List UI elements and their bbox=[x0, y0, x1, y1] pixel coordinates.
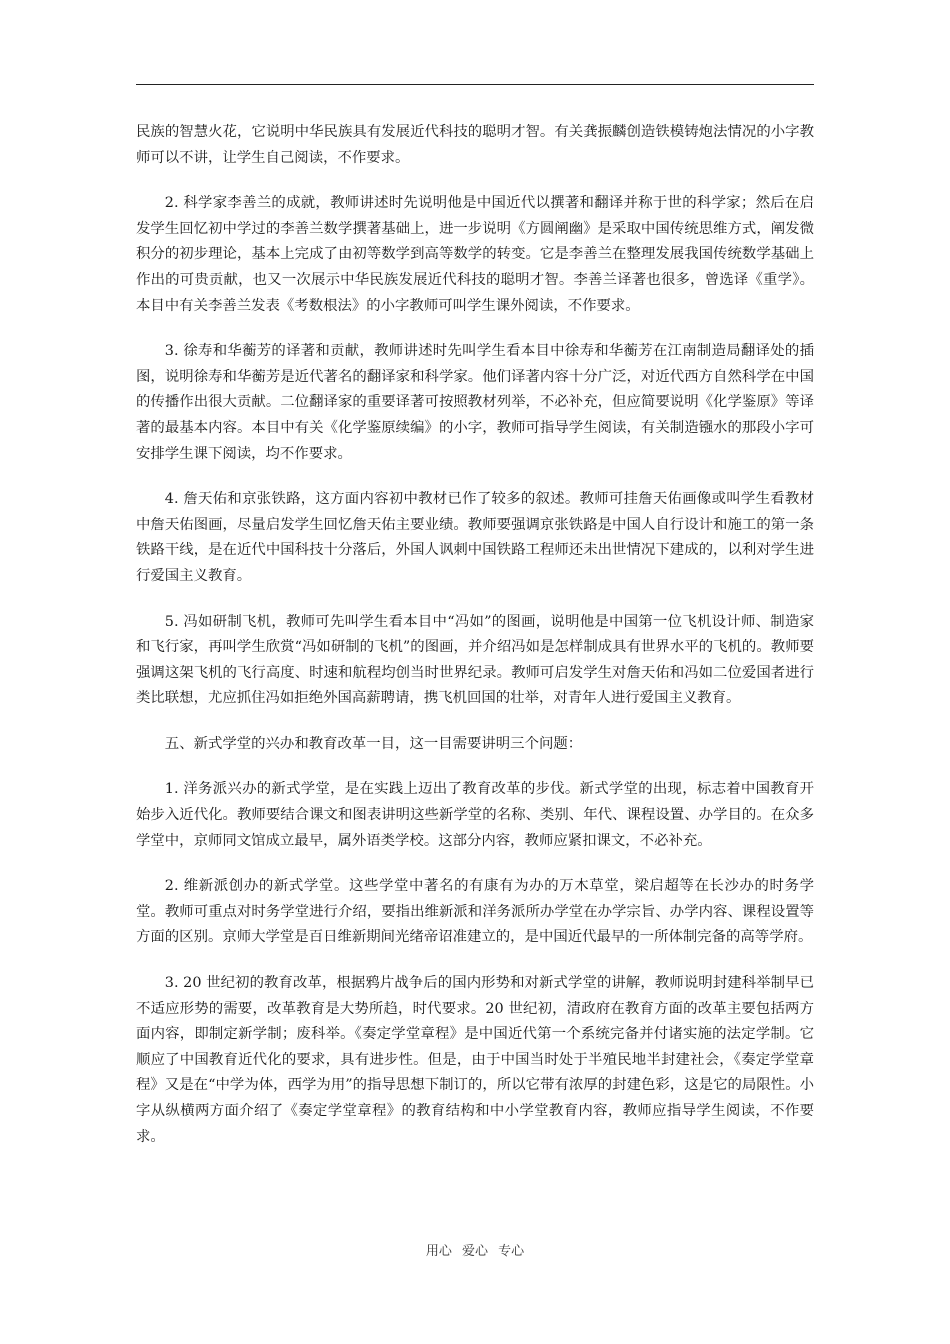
paragraph-westernization-schools: 1. 洋务派兴办的新式学堂，是在实践上迈出了教育改革的步伐。新式学堂的出现，标志着中国教育开始步入近代化。教师要结合课文和图表讲明这些新学堂的名称、类别、年代、课程设置、办学目的。在众多学堂中，京师同文馆成立最早，属外语类学校。这部分内容，教师应紧扣课文，不必补充。 bbox=[136, 781, 814, 849]
paragraph-education-reform: 3. 20 世纪初的教育改革，根据鸦片战争后的国内形势和对新式学堂的讲解，教师说明封建科举制早已不适应形势的需要，改革教育是大势所趋，时代要求。20 世纪初，清政府在教育方面的改革主要包括两方面内容，即制定新学制；废科举。《奏定学堂章程》是中国近代第一个系统完备并付诸实施的法定学制。它顺应了中国教育近代化的要求，具有进步性。但是，由于中国当时处于半殖民地半封建社会，《奏定学堂章程》又是在“中学为体，西学为用”的指导思想下制订的，所以它带有浓厚的封建色彩，这是它的局限性。小字从纵横两方面介绍了《奏定学堂章程》的教育结构和中小学堂教育内容，教师应指导学生阅读，不作要求。 bbox=[136, 975, 814, 1145]
paragraph-xu-shou-hua-hengfang: 3. 徐寿和华蘅芳的译著和贡献，教师讲述时先叫学生看本目中徐寿和华蘅芳在江南制造局翻译处的插图，说明徐寿和华蘅芳是近代著名的翻译家和科学家。他们译著内容十分广泛，对近代西方自然科学在中国的传播作出很大贡献。二位翻译家的重要译著可按照教材列举，不必补充，但应简要说明《化学鉴原》等译著的最基本内容。本目中有关《化学鉴原续编》的小字，教师可指导学生阅读，有关制造镪水的那段小字可安排学生课下阅读，均不作要求。 bbox=[136, 343, 814, 462]
document-body bbox=[136, 120, 814, 1170]
section-heading-new-schools: 五、新式学堂的兴办和教育改革一目，这一目需要讲明三个问题： bbox=[164, 735, 583, 752]
paragraph-reformist-schools: 2. 维新派创办的新式学堂。这些学堂中著名的有康有为办的万木草堂，梁启超等在长沙办的时务学堂。教师可重点对时务学堂进行介绍，要指出维新派和洋务派所办学堂在办学宗旨、办学内容、课程设置等方面的区别。京师大学堂是百日维新期间光绪帝诏准建立的，是中国近代最早的一所体制完备的高等学府。 bbox=[136, 878, 814, 946]
paragraph-li-shanlan: 2. 科学家李善兰的成就，教师讲述时先说明他是中国近代以撰著和翻译并称于世的科学家；然后在启发学生回忆初中学过的李善兰数学撰著基础上，进一步说明《方圆阐幽》是采取中国传统思维方式，阐发微积分的初步理论，基本上完成了由初等数学到高等数学的转变。它是李善兰在整理发展我国传统数学基础上作出的可贵贡献，也又一次展示中华民族发展近代科技的聪明才智。李善兰译著也很多，曾选译《重学》。本目中有关李善兰发表《考数根法》的小字教师可叫学生课外阅读，不作要求。 bbox=[136, 195, 814, 314]
paragraph-zhan-tianyou: 4. 詹天佑和京张铁路，这方面内容初中教材已作了较多的叙述。教师可挂詹天佑画像或叫学生看教材中詹天佑图画，尽量启发学生回忆詹天佑主要业绩。教师要强调京张铁路是中国人自行设计和施工的第一条铁路干线，是在近代中国科技十分落后，外国人讽刺中国铁路工程师还未出世情况下建成的，以利对学生进行爱国主义教育。 bbox=[136, 491, 814, 584]
page-footer: 用心 爱心 专心 bbox=[425, 1244, 525, 1259]
header-rule bbox=[136, 84, 814, 85]
paragraph-feng-ru: 5. 冯如研制飞机，教师可先叫学生看本目中“冯如”的图画，说明他是中国第一位飞机设计师、制造家和飞行家，再叫学生欣赏“冯如研制的飞机”的图画，并介绍冯如是怎样制成具有世界水平的飞机的。教师要强调这架飞机的飞行高度、时速和航程均创当时世界纪录。教师可启发学生对詹天佑和冯如二位爱国者进行类比联想，尤应抓住冯如拒绝外国高薪聘请，携飞机回国的壮举，对青年人进行爱国主义教育。 bbox=[136, 613, 814, 707]
paragraph-continuation: 民族的智慧火花，它说明中华民族具有发展近代科技的聪明才智。有关龚振麟创造铁模铸炮法情况的小字教师可以不讲，让学生自己阅读，不作要求。 bbox=[136, 124, 814, 166]
